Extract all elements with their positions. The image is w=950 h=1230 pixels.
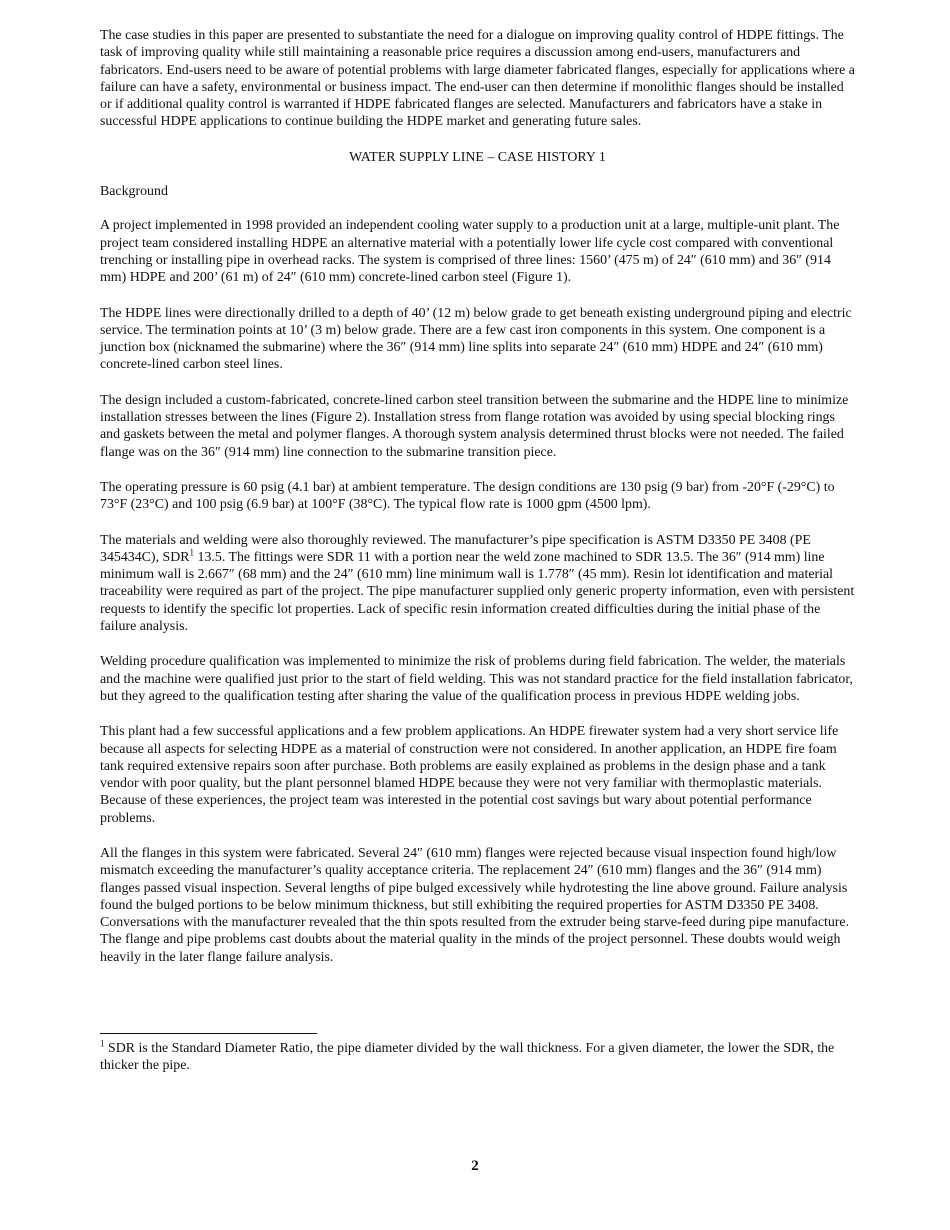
welding-paragraph: Welding procedure qualification was implemented to minimize the risk of problems during field fabrication. The welder, the materials and the machine were qualified just prior to the start of field welding. This was not standard practice for the field installation fabricator, but they agreed to the qualification testing after sharing the value of the qualification process in previous HDPE welding jobs. xyxy=(100,654,853,704)
materials-text-start: The materials and welding were also thoroughly reviewed. The manufacturer’s pipe specification is ASTM D3350 PE 3408 (PE 345434C), SDR xyxy=(100,532,811,565)
plant-experience-paragraph: This plant had a few successful applications and a few problem applications. An HDPE firewater system had a very short service life because all aspects for selecting HDPE as a material of construction were not considered. In another application, an HDPE fire foam tank required extensive repairs soon after purchase. Both problems are easily explained as problems in the design phase and a tank vendor with poor quality, but the plant personnel blamed HDPE because they were not very familiar with thermoplastic materials. Because of these experiences, the project team was interested in the potential cost savings but wary about potential performance problems. xyxy=(100,724,839,826)
flanges-paragraph: All the flanges in this system were fabricated. Several 24″ (610 mm) flanges were rejected because visual inspection found high/low mismatch exceeding the manufacturer’s quality acceptance criteria. The replacement 24″ (610 mm) flanges and the 36″ (914 mm) flanges passed visual inspection. Several lengths of pipe bulged excessively while hydrotesting the line above ground. Failure analysis found the bulged portions to be below minimum thickness, but still exhibiting the required properties for ASTM D3350 PE 3408. Conversations with the manufacturer revealed that the thin spots resulted from the extruder being starve-feed during pipe manufacture. The flange and pipe problems cast doubts about the material quality in the minds of the project personnel. These doubts would weigh heavily in the later flange failure analysis. xyxy=(100,845,850,965)
materials-text-end: 13.5. The fittings were SDR 11 with a portion near the weld zone machined to SDR 13.5. The 36″ (914 mm) line minimum wall is 2.667″ (68 mm) and the 24″ (610 mm) line minimum wall is 1.778″ (45 mm). Resin lot identification and material traceability were required as part of the project. The pipe manufacturer supplied only generic property information, even with persistent requests to identify the specific lot properties. Lack of specific resin information created difficulties during the initial phase of the failure analysis. xyxy=(100,549,855,635)
footnote-text: SDR is the Standard Diameter Ratio, the pipe diameter divided by the wall thickness. For a given diameter, the lower the SDR, the thicker the pipe. xyxy=(100,1041,835,1074)
operating-conditions-paragraph: The operating pressure is 60 psig (4.1 bar) at ambient temperature. The design conditions are 130 psig (9 bar) from -20°F (-29°C) to 73°F (23°C) and 100 psig (6.9 bar) at 100°F (38°C). The typical flow rate is 1000 gpm (4500 lpm). xyxy=(100,479,835,513)
drilling-paragraph: The HDPE lines were directionally drilled to a depth of 40’ (12 m) below grade to get beneath existing underground piping and electric service. The termination points at 10’ (3 m) below grade. There are a few cast iron components in this system. One component is a junction box (nicknamed the submarine) where the 36″ (914 mm) line splits into separate 24″ (610 mm) HDPE and 24″ (610 mm) concrete-lined carbon steel lines. xyxy=(100,305,852,373)
footnote-marker: 1 xyxy=(100,1038,105,1049)
intro-paragraph: The case studies in this paper are presented to substantiate the need for a dialogue on improving quality control of HDPE fittings. The task of improving quality while still maintaining a reasonable price requires a discussion among end-users, manufacturers and fabricators. End-users need to be aware of potential problems with large diameter fabricated flanges, especially for applications where a failure can have a safety, environmental or business impact. The end-user can then determine if monolithic flanges should be installed or if additional quality control is warranted if HDPE fabricated flanges are selected. Manufacturers and fabricators have a stake in successful HDPE applications to continue building the HDPE market and generating future sales. xyxy=(100,28,855,130)
footnote-divider xyxy=(100,1033,317,1034)
footnote-reference: 1 xyxy=(189,547,195,558)
footnote xyxy=(100,1040,855,1075)
materials-paragraph xyxy=(100,532,855,636)
project-overview-paragraph: A project implemented in 1998 provided an independent cooling water supply to a production unit at a large, multiple-unit plant. The project team considered installing HDPE an alternative material with a potentially lower life cycle cost compared with conventional trenching or installing pipe in overhead racks. The system is comprised of three lines: 1560’ (475 m) of 24″ (610 mm) and 36″ (914 mm) HDPE and 200’ (61 m) of 24″ (610 mm) concrete-lined carbon steel (Figure 1). xyxy=(100,218,840,286)
page-body xyxy=(100,27,855,984)
design-paragraph: The design included a custom-fabricated, concrete-lined carbon steel transition between the submarine and the HDPE line to minimize installation stresses between the lines (Figure 2). Installation stress from flange rotation was avoided by using special blocking rings and gaskets between the metal and polymer flanges. A thorough system analysis determined thrust blocks were not needed. The failed flange was on the 36″ (914 mm) line connection to the submarine transition piece. xyxy=(100,392,849,460)
background-subheading: Background xyxy=(100,184,168,200)
section-heading: WATER SUPPLY LINE – CASE HISTORY 1 xyxy=(349,149,606,165)
page-number: 2 xyxy=(471,1158,479,1174)
